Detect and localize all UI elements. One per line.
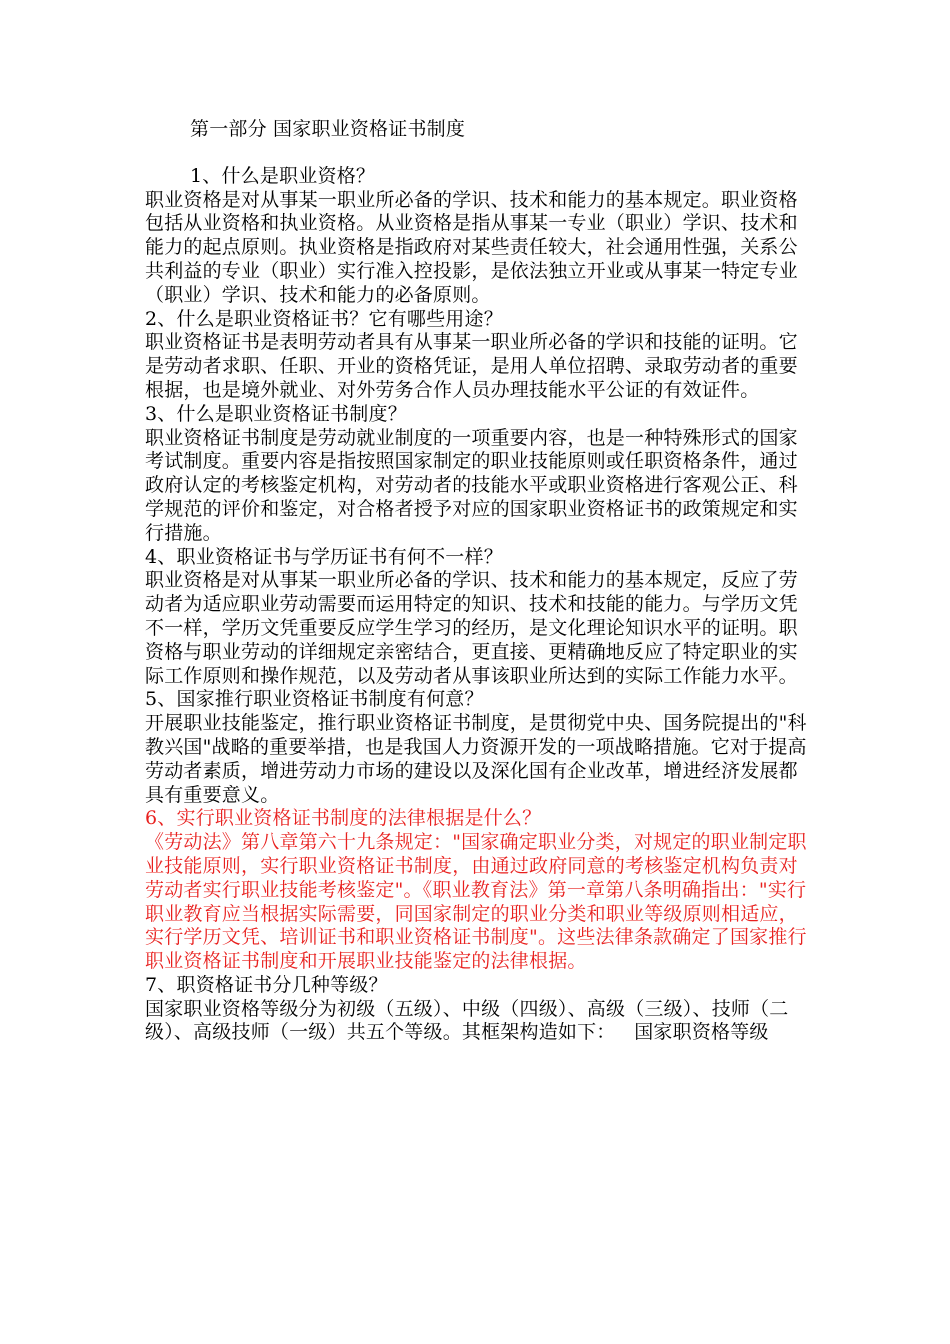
answer-6: 《劳动法》第八章第六十九条规定："国家确定职业分类，对规定的职业制定职业技能原则，实行职业资格证书制度，由通过政府同意的考核鉴定机构负责对劳动者实行职业技能考核鉴定"。《职业教育法》第一章第八条明确指出："实行职业教育应当根据实际需要，同国家制定的职业分类和职业等级原则相适应，实行学历文凭、培训证书和职业资格证书制度"。这些法律条款确定了国家推行职业资格证书制度和开展职业技能鉴定的法律根据。 — [145, 831, 807, 973]
document-body — [145, 118, 815, 1045]
answer-7-text: 国家职业资格等级分为初级（五级）、中级（四级）、高级（三级）、技师（二级）、高级技师（一级）共五个等级。其框架构造如下： — [145, 997, 789, 1044]
answer-5: 开展职业技能鉴定，推行职业资格证书制度，是贯彻党中央、国务院提出的"科教兴国"战略的重要举措，也是我国人力资源开发的一项战略措施。它对于提高劳动者素质，增进劳动力市场的建设以及深化国有企业改革，增进经济发展都具有重要意义。 — [145, 712, 807, 806]
page-title: 第一部分 国家职业资格证书制度 — [190, 118, 466, 140]
question-5: 5、国家推行职业资格证书制度有何意？ — [145, 688, 484, 711]
question-3: 3、什么是职业资格证书制度？ — [145, 402, 407, 425]
answer-7-diagram-caption: 国家职资格等级 — [634, 1021, 769, 1044]
answer-3: 职业资格证书制度是劳动就业制度的一项重要内容，也是一种特殊形式的国家考试制度。重要内容是指按照国家制定的职业技能原则或任职资格条件，通过政府认定的考核鉴定机构，对劳动者的技能水平或职业资格进行客观公正、科学规范的评价和鉴定，对合格者授予对应的国家职业资格证书的政策规定和实行措施。 — [145, 426, 798, 544]
question-4: 4、职业资格证书与学历证书有何不一样？ — [145, 545, 503, 568]
question-2: 2、什么是职业资格证书？它有哪些用途？ — [145, 307, 503, 330]
question-7: 7、职资格证书分几种等级？ — [145, 973, 388, 996]
answer-1: 职业资格是对从事某一职业所必备的学识、技术和能力的基本规定。职业资格包括从业资格和执业资格。从业资格是指从事某一专业（职业）学识、技术和能力的起点原则。执业资格是指政府对某些责任较大，社会通用性强，关系公共利益的专业（职业）实行准入控投影，是依法独立开业或从事某一特定专业（职业）学识、技术和能力的必备原则。 — [145, 188, 798, 306]
answer-7 — [145, 998, 815, 1046]
question-1: 1、什么是职业资格？ — [190, 164, 376, 187]
answer-2: 职业资格证书是表明劳动者具有从事某一职业所必备的学识和技能的证明。它是劳动者求职、任职、开业的资格凭证，是用人单位招聘、录取劳动者的重要根据，也是境外就业、对外劳务合作人员办理技能水平公证的有效证件。 — [145, 331, 798, 401]
answer-4: 职业资格是对从事某一职业所必备的学识、技术和能力的基本规定，反应了劳动者为适应职业劳动需要而运用特定的知识、技术和技能的能力。与学历文凭不一样，学历文凭重要反应学生学习的经历，是文化理论知识水平的证明。职资格与职业劳动的详细规定亲密结合，更直接、更精确地反应了特定职业的实际工作原则和操作规范，以及劳动者从事该职业所达到的实际工作能力水平。 — [145, 569, 798, 687]
question-6: 6、实行职业资格证书制度的法律根据是什么？ — [145, 807, 542, 830]
